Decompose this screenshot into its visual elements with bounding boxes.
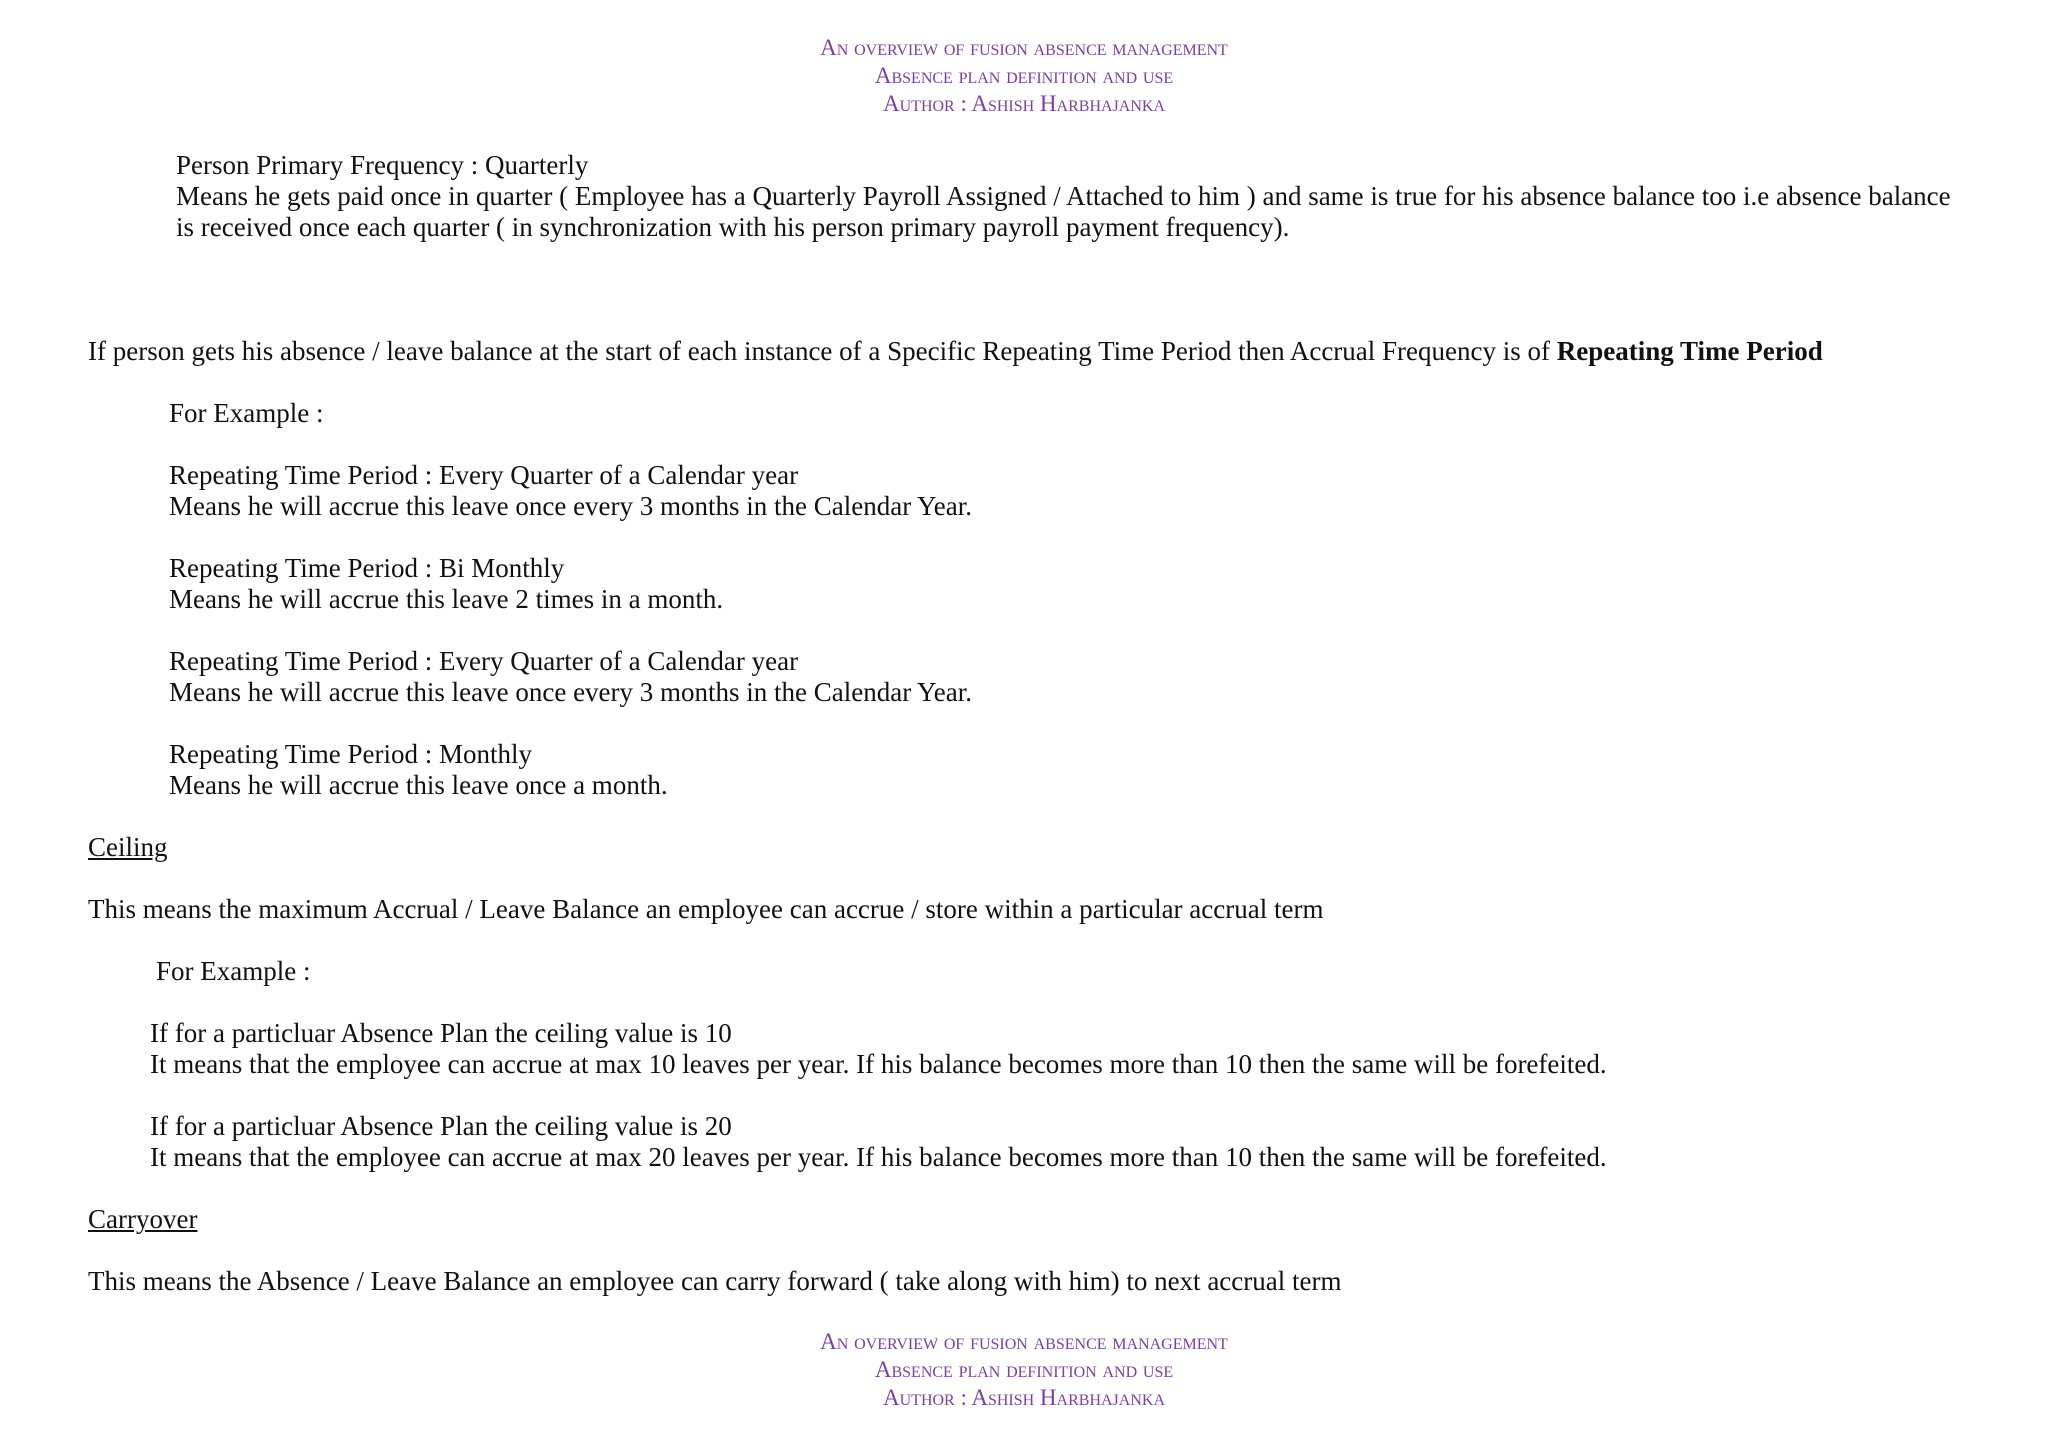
primary-frequency-desc-line1: Means he gets paid once in quarter ( Employee has a Quarterly Payroll Assigned / Attached to him ) and same is true for his absence balance too i.e absence balance (176, 181, 1951, 211)
header-title: An overview of fusion absence management (820, 35, 1228, 60)
ceiling-example-title: If for a particluar Absence Plan the ceiling value is 20 (150, 1111, 732, 1141)
repeating-example-3 (169, 646, 972, 708)
footer-author: Author : Ashish Harbhajanka (883, 1385, 1165, 1410)
ceiling-example-desc: It means that the employee can accrue at max 10 leaves per year. If his balance becomes more than 10 then the same will be forefeited. (150, 1049, 1607, 1079)
header-subtitle: Absence plan definition and use (874, 63, 1174, 88)
ceiling-example-title: If for a particluar Absence Plan the ceiling value is 10 (150, 1018, 732, 1048)
repeating-example-1 (169, 460, 972, 522)
footer-title: An overview of fusion absence management (820, 1329, 1228, 1354)
footer-subtitle: Absence plan definition and use (874, 1357, 1174, 1382)
repeating-example-title: Repeating Time Period : Every Quarter of a Calendar year (169, 460, 799, 490)
repeating-example-2 (169, 553, 723, 615)
ceiling-example-desc: It means that the employee can accrue at max 20 leaves per year. If his balance becomes more than 10 then the same will be forefeited. (150, 1142, 1607, 1172)
ceiling-heading: Ceiling (88, 832, 168, 862)
ceiling-for-example: For Example : (156, 956, 311, 986)
page-header (0, 34, 2048, 118)
page-footer (0, 1328, 2048, 1412)
repeating-example-desc: Means he will accrue this leave once every 3 months in the Calendar Year. (169, 677, 972, 707)
repeating-example-title: Repeating Time Period : Bi Monthly (169, 553, 565, 583)
ceiling-example-2 (150, 1111, 1607, 1173)
repeating-for-example: For Example : (169, 398, 324, 428)
carryover-heading: Carryover (88, 1204, 198, 1234)
ceiling-definition: This means the maximum Accrual / Leave Balance an employee can accrue / store within a particular accrual term (88, 894, 1324, 924)
carryover-definition: This means the Absence / Leave Balance an employee can carry forward ( take along with him) to next accrual term (88, 1266, 1342, 1296)
repeating-intro-text: If person gets his absence / leave balance at the start of each instance of a Specific Repeating Time Period then Accrual Frequency is of (88, 336, 1557, 366)
header-author: Author : Ashish Harbhajanka (883, 91, 1165, 116)
primary-frequency-block (176, 150, 1951, 243)
repeating-intro (88, 336, 1823, 367)
repeating-example-desc: Means he will accrue this leave 2 times in a month. (169, 584, 724, 614)
repeating-example-title: Repeating Time Period : Every Quarter of a Calendar year (169, 646, 799, 676)
repeating-example-4 (169, 739, 668, 801)
repeating-intro-bold: Repeating Time Period (1556, 336, 1823, 366)
ceiling-example-1 (150, 1018, 1607, 1080)
repeating-example-title: Repeating Time Period : Monthly (169, 739, 533, 769)
primary-frequency-title: Person Primary Frequency : Quarterly (176, 150, 589, 180)
repeating-example-desc: Means he will accrue this leave once a month. (169, 770, 668, 800)
repeating-example-desc: Means he will accrue this leave once every 3 months in the Calendar Year. (169, 491, 972, 521)
primary-frequency-desc-line2: is received once each quarter ( in synchronization with his person primary payroll payment frequency). (176, 212, 1290, 242)
